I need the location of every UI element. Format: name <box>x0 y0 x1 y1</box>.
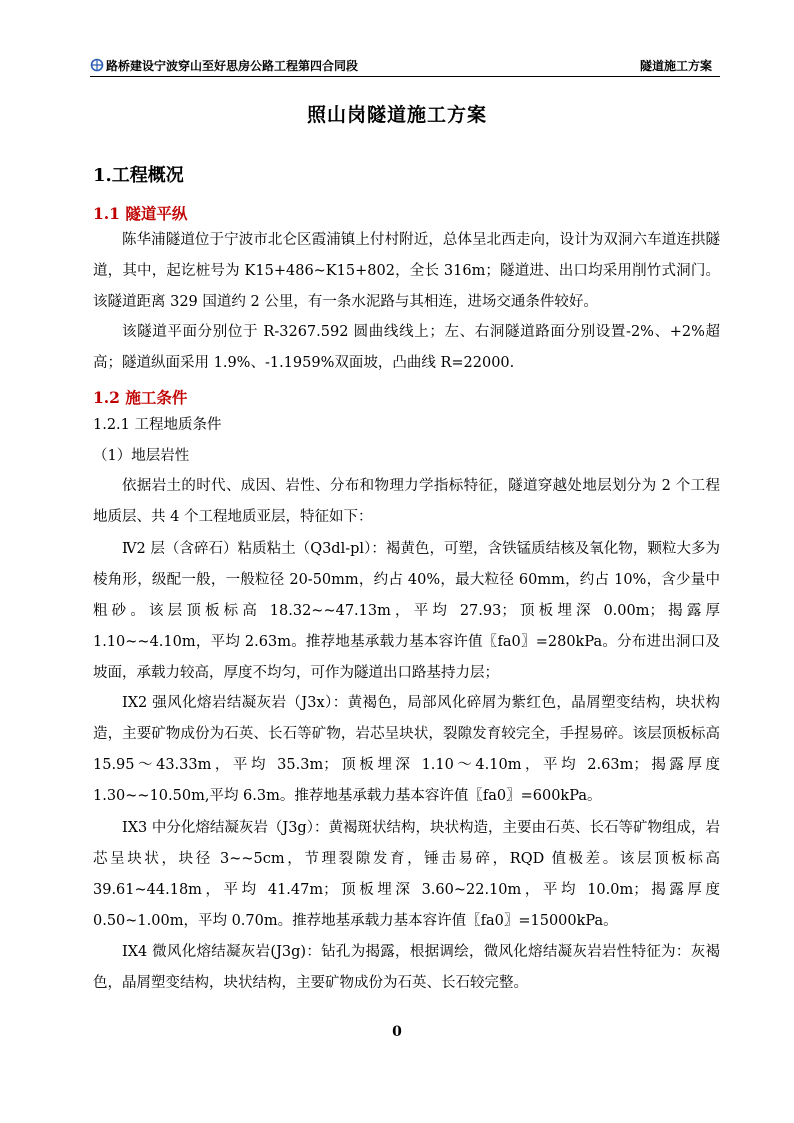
paragraph-tunnel-overview: 陈华浦隧道位于宁波市北仑区霞浦镇上付村附近，总体呈北西走向，设计为双洞六车道连拱隧道，其中，起讫桩号为 K15+486~K15+802，全长 316m；隧道进、出口均采用削竹式洞门。该隧道距离 329 国道约 2 公里，有一条水泥路与其相连，进场交通条件较好。 <box>93 232 720 310</box>
paragraph-layer-iv2: Ⅳ2 层（含碎石）粘质粘土（Q3dl-pl）：褐黄色，可塑，含铁锰质结核及氧化物，颗粒大多为棱角形，级配一般，一般粒径 20-50mm，约占 40%，最大粒径 60mm，约占 10%，含少量中粗砂。该层顶板标高 18.32~~47.13m，平均 27.93；顶板埋深 0.00m；揭露厚 1.10~~4.10m，平均 2.63m。推荐地基承载力基本容许值〖fa0〗=280kPa。分布进出洞口及坡面，承载力较高，厚度不均匀，可作为隧道出口路基持力层； <box>93 541 720 681</box>
paragraph-layer-ix4: IX4 微风化熔结凝灰岩(J3g)：钻孔为揭露，根据调绘，微风化熔结凝灰岩岩性特征为：灰褐色，晶屑塑变结构，块状结构，主要矿物成份为石英、长石较完整。 <box>93 944 720 991</box>
section-heading-1: 1.工程概况 <box>93 165 184 186</box>
paragraph-tunnel-alignment: 该隧道平面分别位于 R-3267.592 圆曲线线上；左、右洞隧道路面分别设置-2%、+2%超高；隧道纵面采用 1.9%、-1.1959%双面坡，凸曲线 R=22000. <box>93 324 720 371</box>
section-heading-1-2: 1.2 施工条件 <box>93 388 188 407</box>
page-number: 0 <box>392 1024 402 1040</box>
subheading-strata-lithology: （1）地层岩性 <box>93 448 190 464</box>
section-heading-1-2-1: 1.2.1 工程地质条件 <box>93 417 222 433</box>
page-header <box>90 56 720 77</box>
company-logo-icon <box>90 58 104 72</box>
section-heading-1-1: 1.1 隧道平纵 <box>93 204 188 223</box>
paragraph-layer-ix2: IX2 强风化熔岩结凝灰岩（J3x）：黄褐色，局部风化碎屑为紫红色，晶屑塑变结构，块状构造，主要矿物成份为石英、长石等矿物，岩芯呈块状，裂隙发育较完全，手捏易碎。该层顶板标高 15.95～43.33m，平均 35.3m；顶板埋深 1.10～4.10m，平均 2.63m；揭露厚度 1.30~~10.50m,平均 6.3m。推荐地基承载力基本容许值〖fa0〗=600kPa。 <box>93 695 720 804</box>
header-project-name: 路桥建设宁波穿山至好思房公路工程第四合同段 <box>106 59 359 73</box>
header-doc-type: 隧道施工方案 <box>639 59 712 73</box>
paragraph-strata-intro: 依据岩土的时代、成因、岩性、分布和物理力学指标特征，隧道穿越处地层划分为 2 个工程地质层、共 4 个工程地质亚层，特征如下： <box>93 478 720 525</box>
paragraph-layer-ix3: IX3 中分化熔结凝灰岩（J3g）：黄褐斑状结构，块状构造，主要由石英、长石等矿物组成，岩芯呈块状，块径 3~~5cm，节理裂隙发育，锤击易碎，RQD 值极差。该层顶板标高 39.61~44.18m，平均 41.47m；顶板埋深 3.60~22.10m，平均 10.0m；揭露厚度 0.50~1.00m，平均 0.70m。推荐地基承载力基本容许值〖fa0〗=15000kPa。 <box>93 820 720 929</box>
document-title: 照山岗隧道施工方案 <box>306 104 487 126</box>
